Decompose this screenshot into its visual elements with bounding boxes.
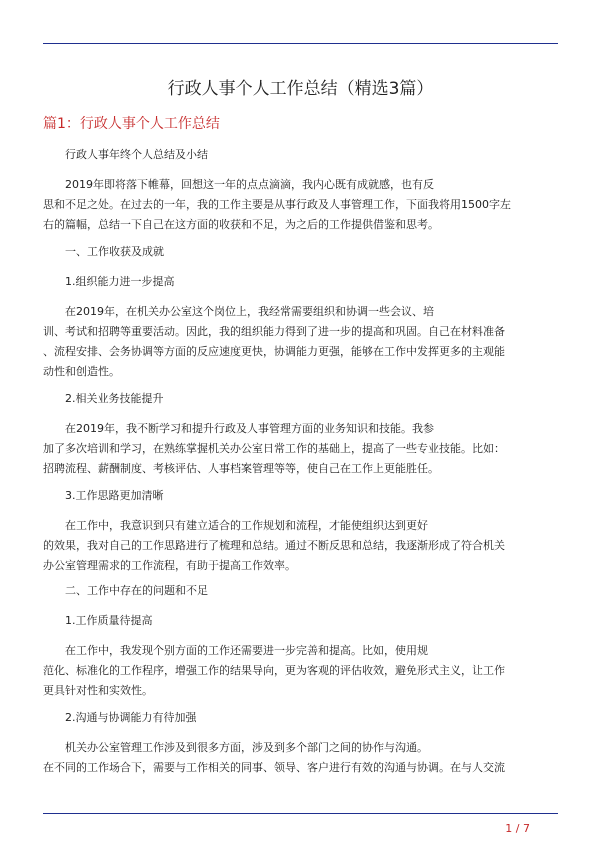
subheading-quality — [43, 611, 558, 631]
quality-paragraph — [43, 641, 558, 701]
subheading-thinking — [43, 486, 558, 506]
paragraph-line: 范化、标准化的工作程序，增强工作的结果导向，更为客观的评估收效，避免形式主义，让工作 — [43, 664, 505, 677]
paragraph-line: 思和不足之处。在过去的一年，我的工作主要是从事行政及人事管理工作，下面我将用1500字左 — [43, 198, 511, 211]
paragraph-line: 训、考试和招聘等重要活动。因此，我的组织能力得到了进一步的提高和巩固。自己在材料准备 — [43, 325, 505, 338]
paragraph-line: 一、工作收获及成就 — [65, 245, 164, 258]
skills-paragraph — [43, 419, 558, 479]
page-indicator: 1 / 7 — [505, 822, 530, 835]
paragraph-line: 在2019年，我不断学习和提升行政及人事管理方面的业务知识和技能。我参 — [65, 422, 434, 435]
paragraph-line: 在工作中，我发现个别方面的工作还需要进一步完善和提高。比如，使用规 — [65, 644, 428, 657]
paragraph-line: 1.工作质量待提高 — [65, 614, 153, 627]
section-two-heading — [43, 581, 558, 601]
paragraph-line: 机关办公室管理工作涉及到很多方面，涉及到多个部门之间的协作与沟通。 — [65, 741, 428, 754]
paragraph-line: 2.相关业务技能提升 — [65, 392, 164, 405]
paragraph-line: 2.沟通与协调能力有待加强 — [65, 711, 197, 724]
paragraph-line: 、流程安排、会务协调等方面的反应速度更快，协调能力更强，能够在工作中发挥更多的主观能 — [43, 345, 505, 358]
intro-paragraph — [43, 175, 558, 235]
paragraph-line: 在工作中，我意识到只有建立适合的工作规划和流程，才能使组织达到更好 — [65, 519, 428, 532]
paragraph-line: 办公室管理需求的工作流程，有助于提高工作效率。 — [43, 559, 296, 572]
paragraph-line: 招聘流程、薪酬制度、考核评估、人事档案管理等等，使自己在工作上更能胜任。 — [43, 462, 439, 475]
paragraph-line: 在不同的工作场合下，需要与工作相关的同事、领导、客户进行有效的沟通与协调。在与人交流 — [43, 761, 505, 774]
document-title: 行政人事个人工作总结（精选3篇） — [167, 79, 434, 99]
paragraph-line: 1.组织能力进一步提高 — [65, 275, 175, 288]
paragraph-line: 在2019年，在机关办公室这个岗位上，我经常需要组织和协调一些会议、培 — [65, 305, 434, 318]
organization-paragraph — [43, 302, 558, 382]
paragraph-line: 行政人事年终个人总结及小结 — [65, 148, 208, 161]
paragraph-line: 更具针对性和实效性。 — [43, 684, 153, 697]
paragraph-line: 2019年即将落下帷幕，回想这一年的点点滴滴，我内心既有成就感，也有反 — [65, 178, 434, 191]
subheading-skills — [43, 389, 558, 409]
paragraph-line: 的效果，我对自己的工作思路进行了梳理和总结。通过不断反思和总结，我逐渐形成了符合机关 — [43, 539, 505, 552]
thinking-paragraph — [43, 516, 558, 576]
header-rule — [43, 43, 558, 44]
paragraph-line: 二、工作中存在的问题和不足 — [65, 584, 208, 597]
section-one-heading — [43, 242, 558, 262]
paragraph-line: 右的篇幅，总结一下自己在这方面的收获和不足，为之后的工作提供借鉴和思考。 — [43, 218, 439, 231]
section-heading: 篇1：行政人事个人工作总结 — [43, 116, 220, 132]
subheading-organization — [43, 272, 558, 292]
communication-paragraph — [43, 738, 558, 778]
paragraph-line: 动性和创造性。 — [43, 365, 120, 378]
subheading-communication — [43, 708, 558, 728]
paragraph-line: 加了多次培训和学习，在熟练掌握机关办公室日常工作的基础上，提高了一些专业技能。比如： — [43, 442, 505, 455]
paragraph-line: 3.工作思路更加清晰 — [65, 489, 164, 502]
subtitle-paragraph — [43, 145, 558, 165]
footer-rule — [43, 813, 558, 814]
